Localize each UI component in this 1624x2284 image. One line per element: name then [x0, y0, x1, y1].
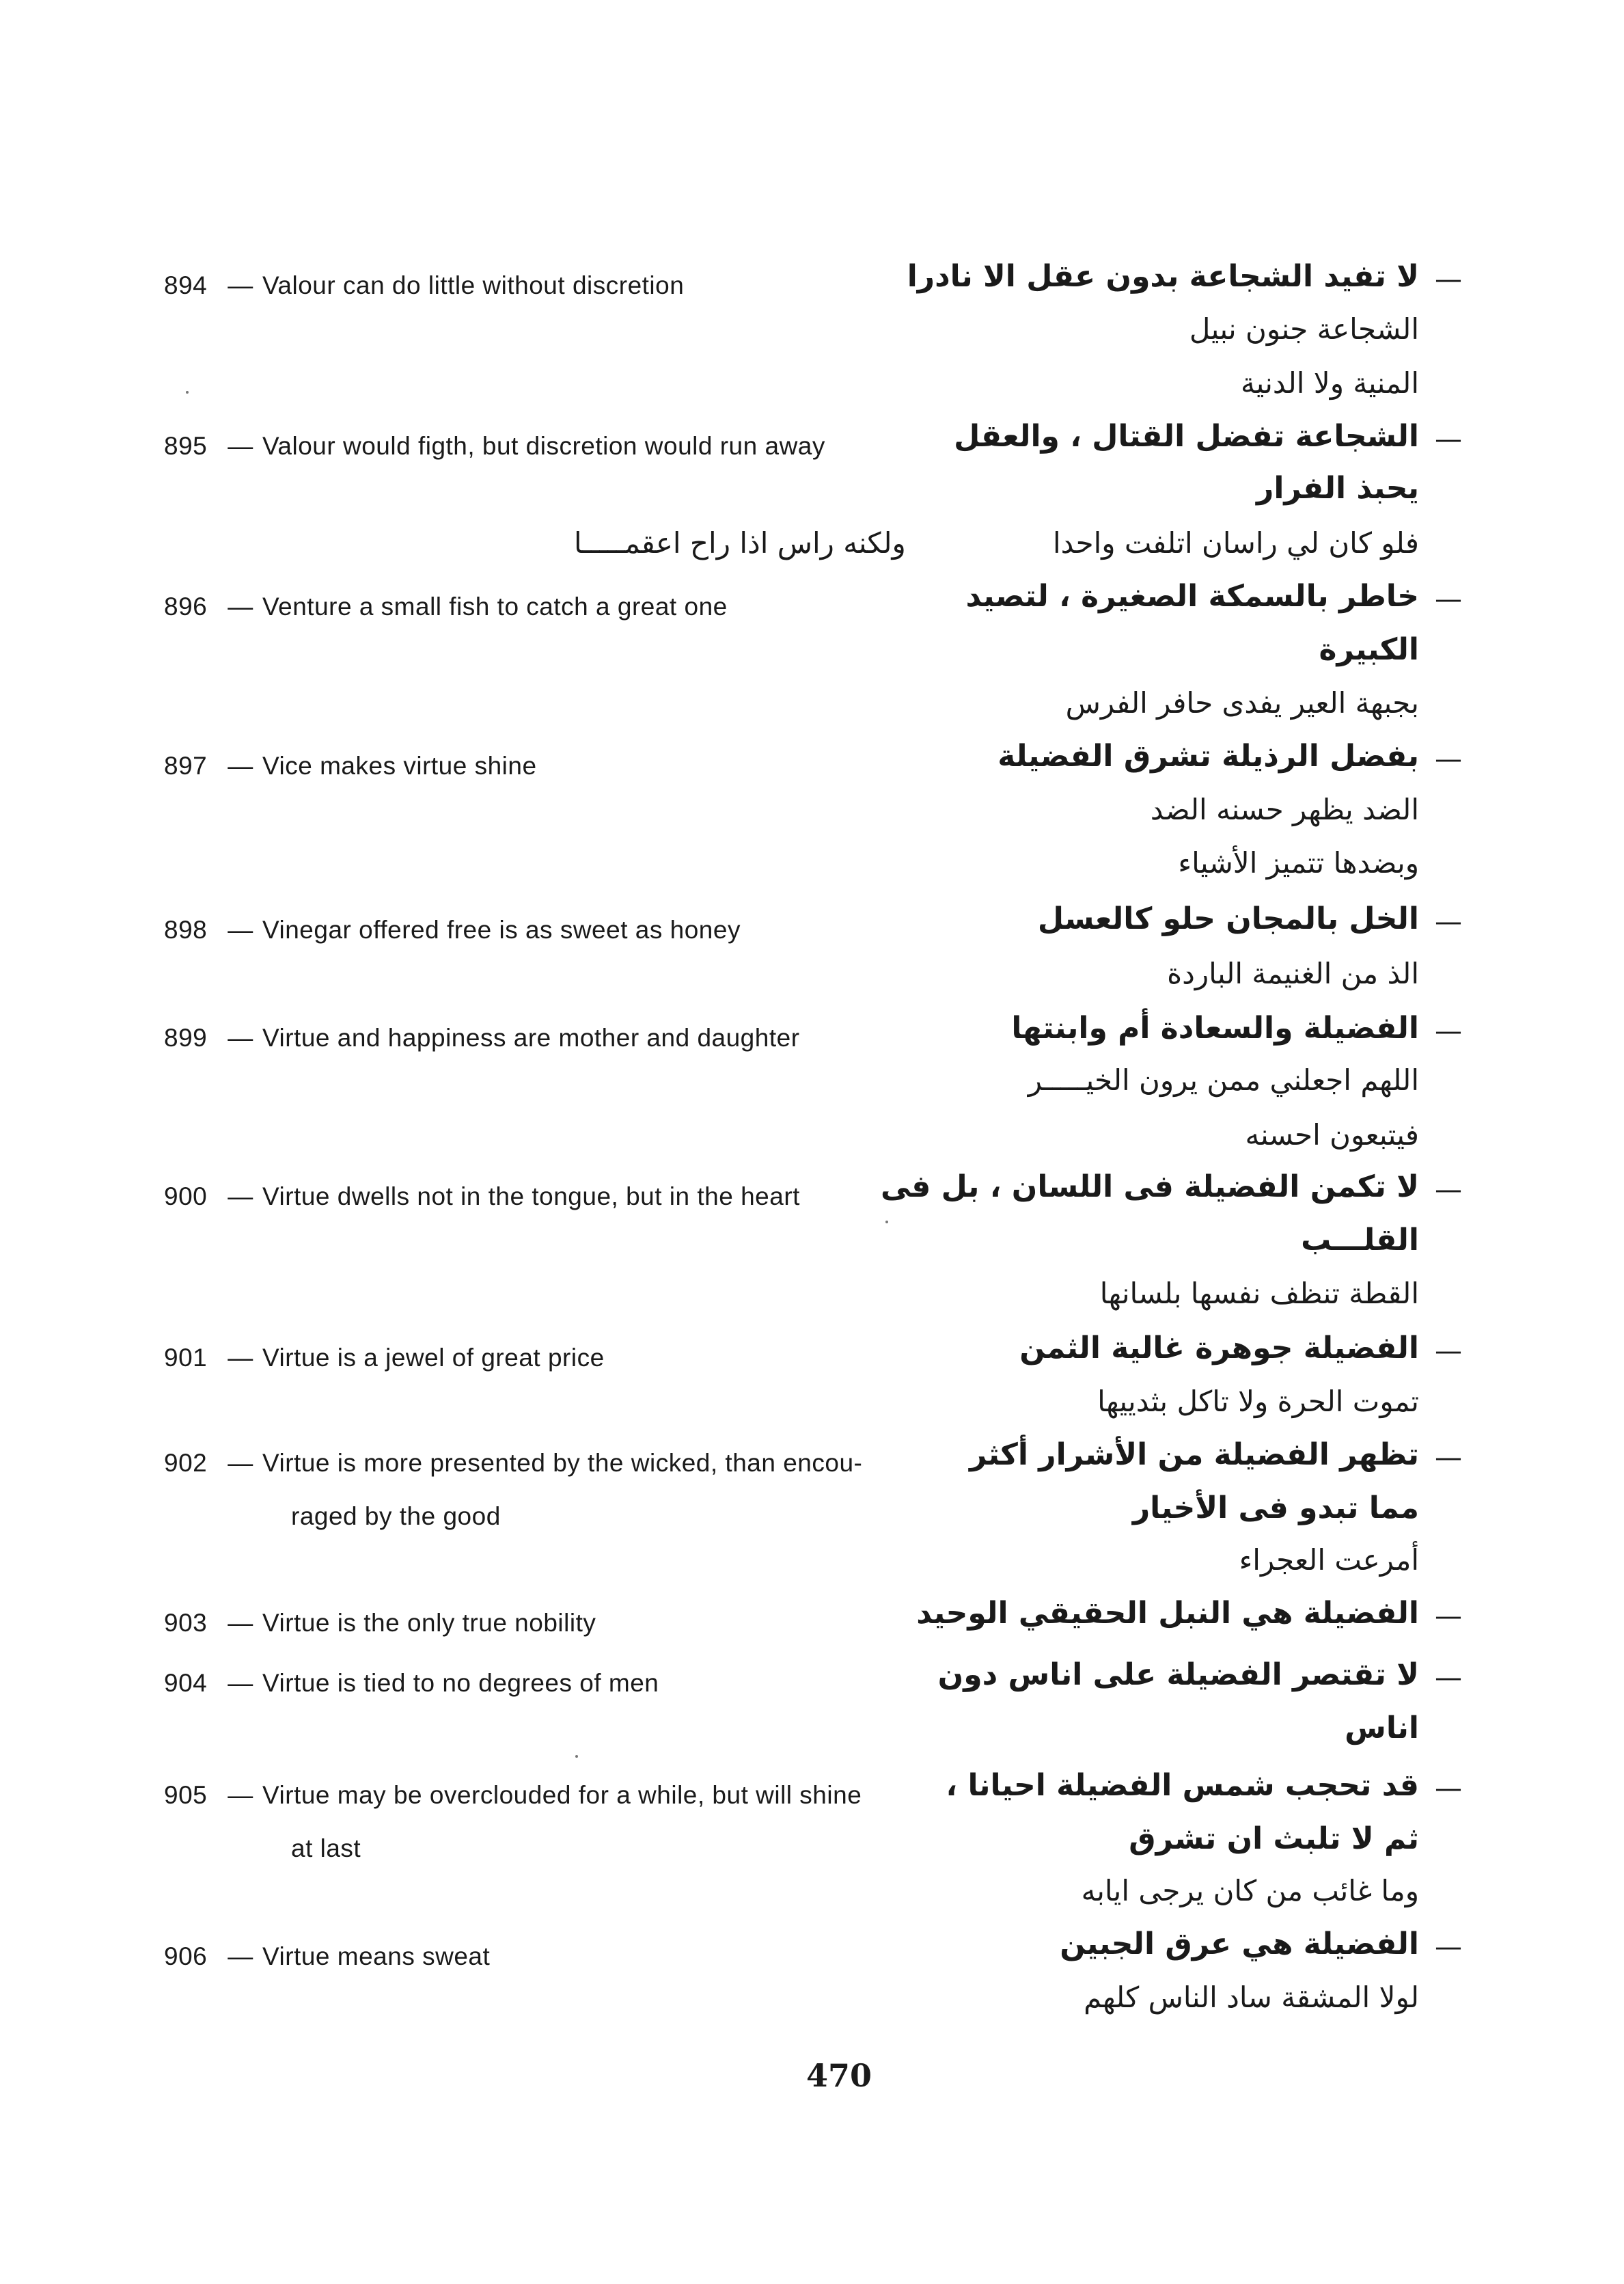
entry-906-arabic-saying: لولا المشقة ساد الناس كلهم — [1084, 1981, 1419, 2014]
entry-894-arabic-saying: المنية ولا الدنية — [1241, 366, 1419, 400]
entry-900-arabic-saying: القطة تنظف نفسها بلسانها — [1099, 1277, 1419, 1310]
entry-899-arabic-saying: فيتبعون احسنه — [1245, 1118, 1419, 1152]
entry-906-arabic-dash: — — [1435, 1931, 1462, 1963]
entry-900-english: 900 — Virtue dwells not in the tongue, but in the heart — [164, 1182, 800, 1210]
entry-895-arabic-saying: فلو كان لي راسان اتلفت واحدا — [1052, 526, 1419, 560]
entry-900-arabic-proverb: لا تكمن الفضيلة فى اللسان ، بل فى — [880, 1169, 1419, 1204]
entry-896-arabic-proverb-continued: الكبيرة — [1319, 632, 1419, 667]
entry-900-arabic-dash: — — [1435, 1174, 1462, 1206]
entry-902-arabic-proverb-continued: مما تبدو فى الأخيار — [1132, 1491, 1419, 1525]
entry-904-arabic-dash: — — [1435, 1662, 1462, 1694]
entry-898-arabic-proverb: الخل بالمجان حلو كالعسل — [1037, 901, 1419, 936]
entry-905-arabic-dash: — — [1435, 1773, 1462, 1804]
entry-899-english: 899 — Virtue and happiness are mother and daughter — [164, 1024, 800, 1052]
scan-speck — [186, 391, 189, 394]
entry-899-arabic-proverb: الفضيلة والسعادة أم وابنتها — [1011, 1011, 1419, 1046]
entry-905-english: 905 — Virtue may be overclouded for a while, but will shine at last — [164, 1780, 1004, 1811]
entry-898-arabic-dash: — — [1435, 906, 1462, 938]
entry-901-arabic-dash: — — [1435, 1335, 1462, 1367]
entry-897-arabic-proverb: بفضل الرذيلة تشرق الفضيلة — [997, 739, 1419, 774]
entry-902-arabic-saying: أمرعت العجراء — [1239, 1543, 1419, 1577]
entry-898-arabic-saying: الذ من الغنيمة الباردة — [1167, 957, 1419, 990]
entry-895-english: 895 — Valour would figth, but discretion would run away — [164, 432, 825, 460]
entry-896-arabic-proverb: خاطر بالسمكة الصغيرة ، لتصيد — [965, 579, 1419, 614]
entry-896-arabic-dash: — — [1435, 584, 1462, 615]
entry-899-arabic-saying: اللهم اجعلني ممن يرون الخيـــــر — [1028, 1063, 1419, 1097]
entry-897-arabic-dash: — — [1435, 744, 1462, 775]
entry-903-arabic-proverb: الفضيلة هي النبل الحقيقي الوحيد — [916, 1596, 1419, 1631]
entry-901-arabic-proverb: الفضيلة جوهرة غالية الثمن — [1019, 1331, 1419, 1365]
entry-895-arabic-proverb-continued: يحبذ الفرار — [1256, 471, 1419, 506]
entry-894-arabic-dash: — — [1435, 264, 1462, 295]
entry-901-arabic-saying: تموت الحرة ولا تاكل بثدييها — [1097, 1385, 1419, 1418]
page-number: 470 — [806, 2057, 872, 2094]
entry-904-arabic-proverb-continued: اناس — [1345, 1711, 1419, 1745]
entry-902-english: 902 — Virtue is more presented by the wicked, than encou- raged by the good — [164, 1447, 1004, 1479]
scan-speck — [885, 1221, 888, 1223]
entry-895-arabic-saying-second-hemistich: ولكنه راس اذا راح اعقمـــــا — [574, 526, 906, 560]
entry-897-arabic-saying: الضد يظهر حسنه الضد — [1150, 793, 1419, 826]
entry-896-arabic-saying: بجبهة العير يفدى حافر الفرس — [1065, 686, 1419, 720]
entry-904-arabic-proverb: لا تقتصر الفضيلة على اناس دون — [937, 1657, 1419, 1692]
entry-899-arabic-dash: — — [1435, 1016, 1462, 1047]
entry-897-arabic-saying: وبضدها تتميز الأشياء — [1178, 846, 1419, 880]
entry-905-arabic-proverb-continued: ثم لا تلبث ان تشرق — [1129, 1821, 1419, 1856]
entry-905-arabic-proverb: قد تحجب شمس الفضيلة احيانا ، — [946, 1768, 1419, 1803]
entry-902-english-continued: raged by the good — [291, 1502, 501, 1530]
entry-902-arabic-proverb: تظهر الفضيلة من الأشرار أكثر — [969, 1437, 1419, 1472]
entry-897-english: 897 — Vice makes virtue shine — [164, 752, 537, 780]
entry-900-arabic-proverb-continued: القلـــب — [1301, 1223, 1419, 1257]
entry-905-arabic-saying: وما غائب من كان يرجى ايابه — [1081, 1874, 1419, 1907]
entry-901-english: 901 — Virtue is a jewel of great price — [164, 1344, 605, 1372]
entry-906-english: 906 — Virtue means sweat — [164, 1942, 491, 1970]
entry-906-arabic-proverb: الفضيلة هي عرق الجبين — [1060, 1927, 1419, 1961]
entry-895-arabic-proverb: الشجاعة تفضل القتال ، والعقل — [954, 419, 1419, 454]
entry-903-arabic-dash: — — [1435, 1601, 1462, 1632]
entry-902-arabic-dash: — — [1435, 1442, 1462, 1473]
entry-904-english: 904 — Virtue is tied to no degrees of men — [164, 1669, 659, 1697]
entry-894-arabic-saying: الشجاعة جنون نبيل — [1189, 312, 1419, 346]
entry-894-arabic-proverb: لا تفيد الشجاعة بدون عقل الا نادرا — [907, 259, 1419, 294]
entry-898-english: 898 — Vinegar offered free is as sweet as honey — [164, 916, 741, 944]
entry-895-arabic-dash: — — [1435, 424, 1462, 455]
entry-896-english: 896 — Venture a small fish to catch a great one — [164, 593, 728, 621]
scan-speck — [575, 1755, 578, 1758]
entry-903-english: 903 — Virtue is the only true nobility — [164, 1609, 596, 1637]
entry-894-english: 894 — Valour can do little without discretion — [164, 271, 685, 299]
entry-905-english-continued: at last — [291, 1834, 361, 1862]
